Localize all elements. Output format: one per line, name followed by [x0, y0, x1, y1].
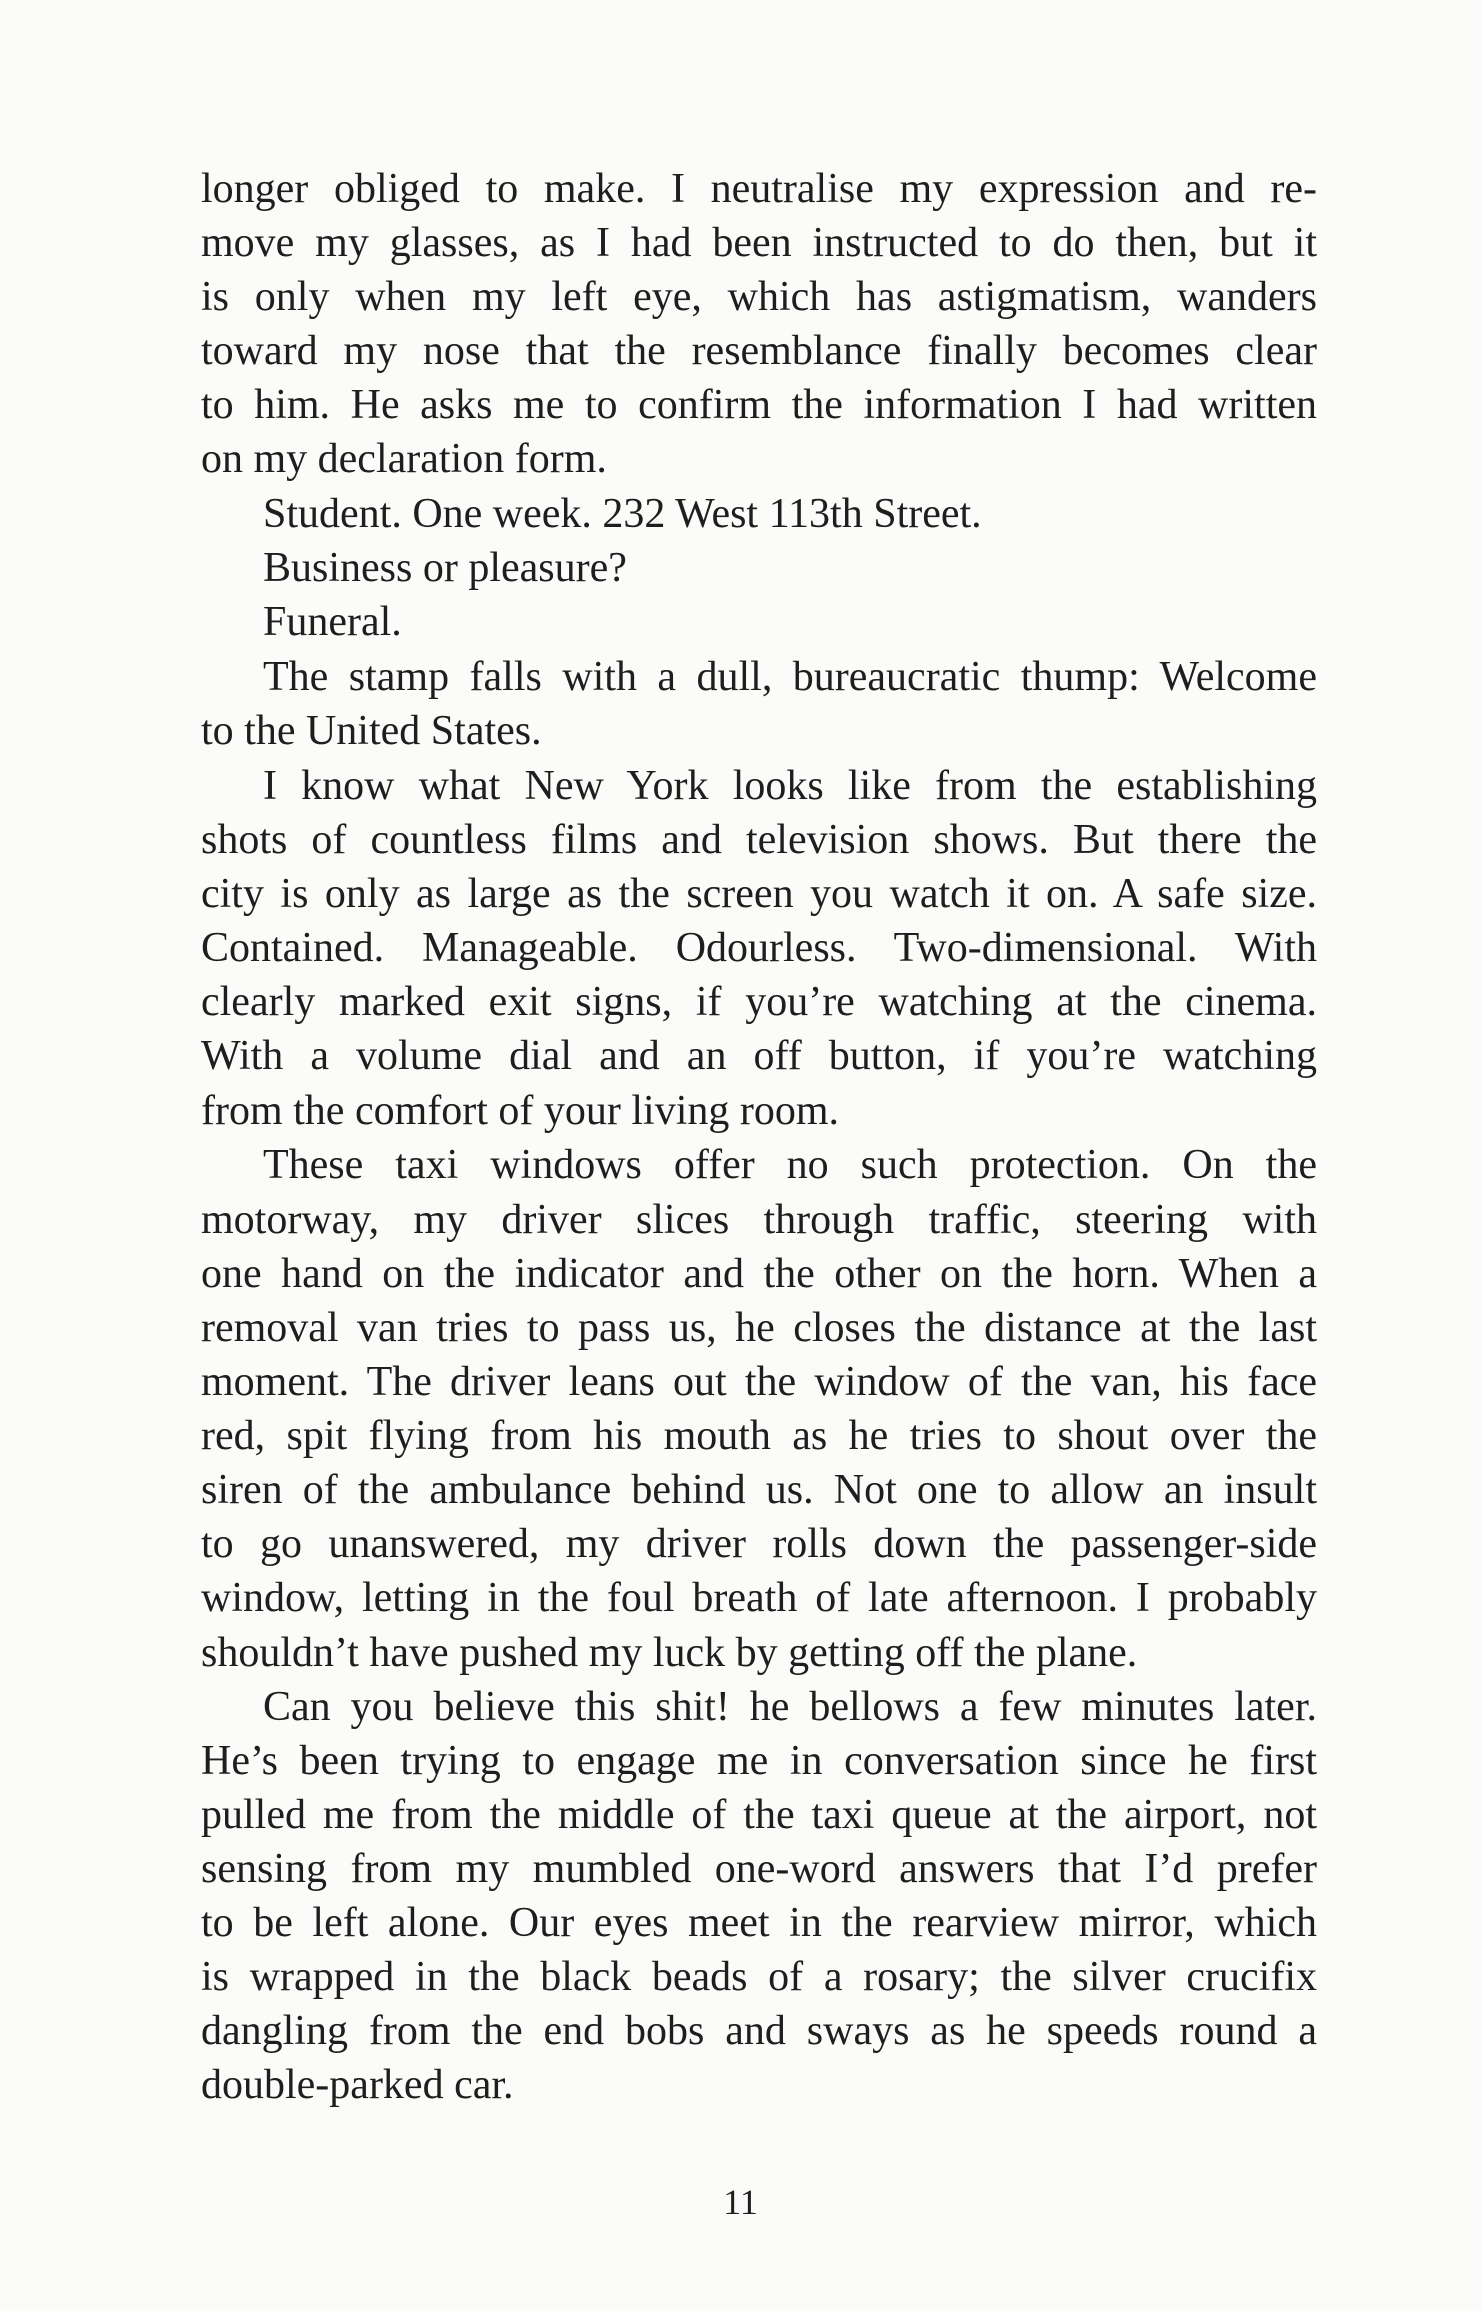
text-line: clearly marked exit signs, if you’re watching at the cinema. — [201, 979, 1317, 1025]
text-line: toward my nose that the resemblance finally becomes clear — [201, 328, 1317, 374]
text-line: one hand on the indicator and the other on the horn. When a — [201, 1251, 1317, 1297]
text-line: pulled me from the middle of the taxi queue at the airport, not — [201, 1792, 1317, 1838]
text-line: red, spit flying from his mouth as he tries to shout over the — [201, 1413, 1317, 1459]
text-line: moment. The driver leans out the window of the van, his face — [201, 1359, 1317, 1405]
text-line: removal van tries to pass us, he closes the distance at the last — [201, 1305, 1317, 1351]
text-line: I know what New York looks like from the establishing — [263, 763, 1317, 809]
page-number: 11 — [723, 2182, 758, 2222]
text-line: shots of countless films and television shows. But there the — [201, 817, 1317, 863]
text-line: is wrapped in the black beads of a rosary; the silver crucifix — [201, 1954, 1317, 2000]
text-line: is only when my left eye, which has astigmatism, wanders — [201, 274, 1317, 320]
text-line: to be left alone. Our eyes meet in the rearview mirror, which — [201, 1900, 1317, 1946]
text-line: to go unanswered, my driver rolls down the passenger-side — [201, 1521, 1317, 1567]
text-line: Business or pleasure? — [263, 545, 627, 591]
text-line: Can you believe this shit! he bellows a few minutes later. — [263, 1684, 1317, 1730]
text-line: He’s been trying to engage me in conversation since he first — [201, 1738, 1317, 1784]
text-line: longer obliged to make. I neutralise my expression and re- — [201, 166, 1317, 212]
text-line: double-parked car. — [201, 2062, 514, 2108]
text-line: Funeral. — [263, 599, 402, 645]
text-line: Student. One week. 232 West 113th Street. — [263, 491, 982, 537]
text-line: city is only as large as the screen you watch it on. A safe size. — [201, 871, 1317, 917]
text-line: on my declaration form. — [201, 436, 607, 482]
text-line: With a volume dial and an off button, if you’re watching — [201, 1033, 1317, 1079]
text-line: to the United States. — [201, 708, 542, 754]
text-line: dangling from the end bobs and sways as he speeds round a — [201, 2008, 1317, 2054]
text-line: motorway, my driver slices through traffic, steering with — [201, 1197, 1317, 1243]
text-line: siren of the ambulance behind us. Not one to allow an insult — [201, 1467, 1317, 1513]
text-line: These taxi windows offer no such protection. On the — [263, 1142, 1317, 1188]
text-line: to him. He asks me to confirm the information I had written — [201, 382, 1317, 428]
text-line: window, letting in the foul breath of late afternoon. I probably — [201, 1575, 1317, 1621]
text-line: Contained. Manageable. Odourless. Two-dimensional. With — [201, 925, 1317, 971]
text-line: from the comfort of your living room. — [201, 1088, 840, 1134]
text-line: The stamp falls with a dull, bureaucratic thump: Welcome — [263, 654, 1317, 700]
text-line: move my glasses, as I had been instructed to do then, but it — [201, 220, 1317, 266]
text-line: shouldn’t have pushed my luck by getting off the plane. — [201, 1630, 1138, 1676]
text-line: sensing from my mumbled one-word answers that I’d prefer — [201, 1846, 1317, 1892]
